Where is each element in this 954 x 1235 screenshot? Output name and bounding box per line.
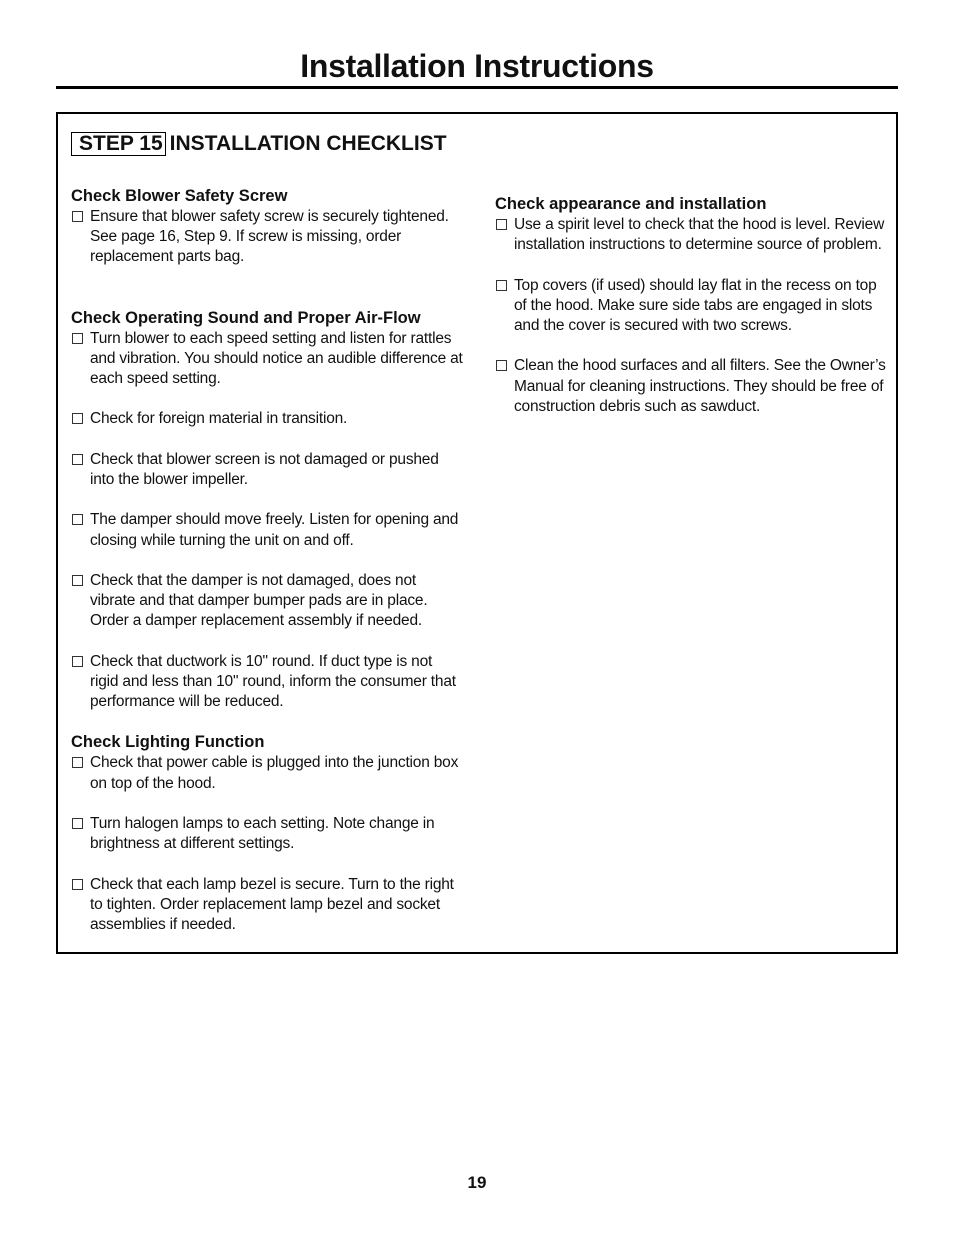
step-label: STEP 15: [71, 132, 166, 156]
checklist-item: [71, 450, 463, 490]
checkbox-icon[interactable]: [496, 219, 507, 230]
page-title: Installation Instructions: [300, 48, 654, 84]
checkbox-icon[interactable]: [72, 818, 83, 829]
section-heading: Check appearance and installation: [495, 195, 767, 213]
checkbox-icon[interactable]: [72, 514, 83, 525]
checklist-item: [495, 356, 887, 417]
checkbox-icon[interactable]: [72, 454, 83, 465]
checkbox-icon[interactable]: [72, 656, 83, 667]
section-lighting-function: [71, 732, 463, 935]
checklist-item-text: Ensure that blower safety screw is securely tightened. See page 16, Step 9. If screw is missing, order replacement parts bag.: [90, 208, 449, 266]
section-heading: Check Lighting Function: [71, 733, 265, 752]
checklist-item: [71, 409, 463, 429]
section-blower-safety-screw: [71, 186, 463, 268]
checklist-item-text: Check that the damper is not damaged, does not vibrate and that damper bumper pads are in place. Order a damper replacement assembly if needed.: [90, 571, 428, 630]
checkbox-icon[interactable]: [72, 757, 83, 768]
checklist-item-text: Check that each lamp bezel is secure. Turn to the right to tighten. Order replacement lamp bezel and socket assemblies if needed.: [90, 875, 454, 933]
checklist-item-text: Clean the hood surfaces and all filters. See the Owner’s Manual for cleaning instructions. They should be free of construction debris such as sawduct.: [514, 357, 886, 415]
checklist-item-text: Top covers (if used) should lay flat in the recess on top of the hood. Make sure side tabs are engaged in slots and the cover is secured with two screws.: [514, 276, 877, 334]
checklist-item-text: Check that ductwork is 10" round. If duct type is not rigid and less than 10" round, inform the consumer that performance will be reduced.: [90, 652, 456, 711]
left-column: [71, 186, 463, 935]
checkbox-icon[interactable]: [72, 879, 83, 890]
checkbox-icon[interactable]: [72, 211, 83, 222]
checklist-item-text: Check that power cable is plugged into the junction box on top of the hood.: [90, 754, 459, 792]
checklist-item-text: Turn blower to each speed setting and listen for rattles and vibration. You should notice an audible difference at each speed setting.: [90, 329, 463, 388]
step-title: INSTALLATION CHECKLIST: [169, 132, 447, 155]
checklist-item: [71, 875, 463, 936]
checklist-box: [56, 112, 898, 954]
checklist-item: [71, 329, 463, 390]
checklist-item: [71, 652, 463, 713]
checklist-item: [71, 207, 463, 268]
checklist-item-text: The damper should move freely. Listen for opening and closing while turning the unit on and off.: [90, 511, 459, 549]
section-operating-sound: [71, 308, 463, 713]
checklist-item-text: Check that blower screen is not damaged or pushed into the blower impeller.: [90, 450, 439, 488]
checklist-item-text: Check for foreign material in transition.: [90, 410, 348, 428]
section-heading: Check Operating Sound and Proper Air-Flow: [71, 308, 421, 327]
section-heading: Check Blower Safety Screw: [71, 187, 288, 205]
page-number: 19: [467, 1173, 487, 1192]
checkbox-icon[interactable]: [72, 333, 83, 344]
checklist-item: [71, 510, 463, 550]
checklist-item: [495, 276, 887, 337]
checklist-item: [71, 571, 463, 632]
checklist-item: [71, 753, 463, 793]
checkbox-icon[interactable]: [72, 575, 83, 586]
checkbox-icon[interactable]: [496, 280, 507, 291]
section-appearance-installation: [495, 194, 887, 417]
checklist-item: [71, 814, 463, 854]
right-column: [495, 194, 887, 417]
checklist-item: [495, 215, 887, 255]
checkbox-icon[interactable]: [72, 413, 83, 424]
checklist-item-text: Turn halogen lamps to each setting. Note change in brightness at different settings.: [90, 814, 435, 853]
checkbox-icon[interactable]: [496, 360, 507, 371]
step-heading: [71, 130, 447, 158]
title-rule: [56, 86, 898, 89]
checklist-item-text: Use a spirit level to check that the hood is level. Review installation instructions to determine source of problem.: [514, 216, 885, 254]
